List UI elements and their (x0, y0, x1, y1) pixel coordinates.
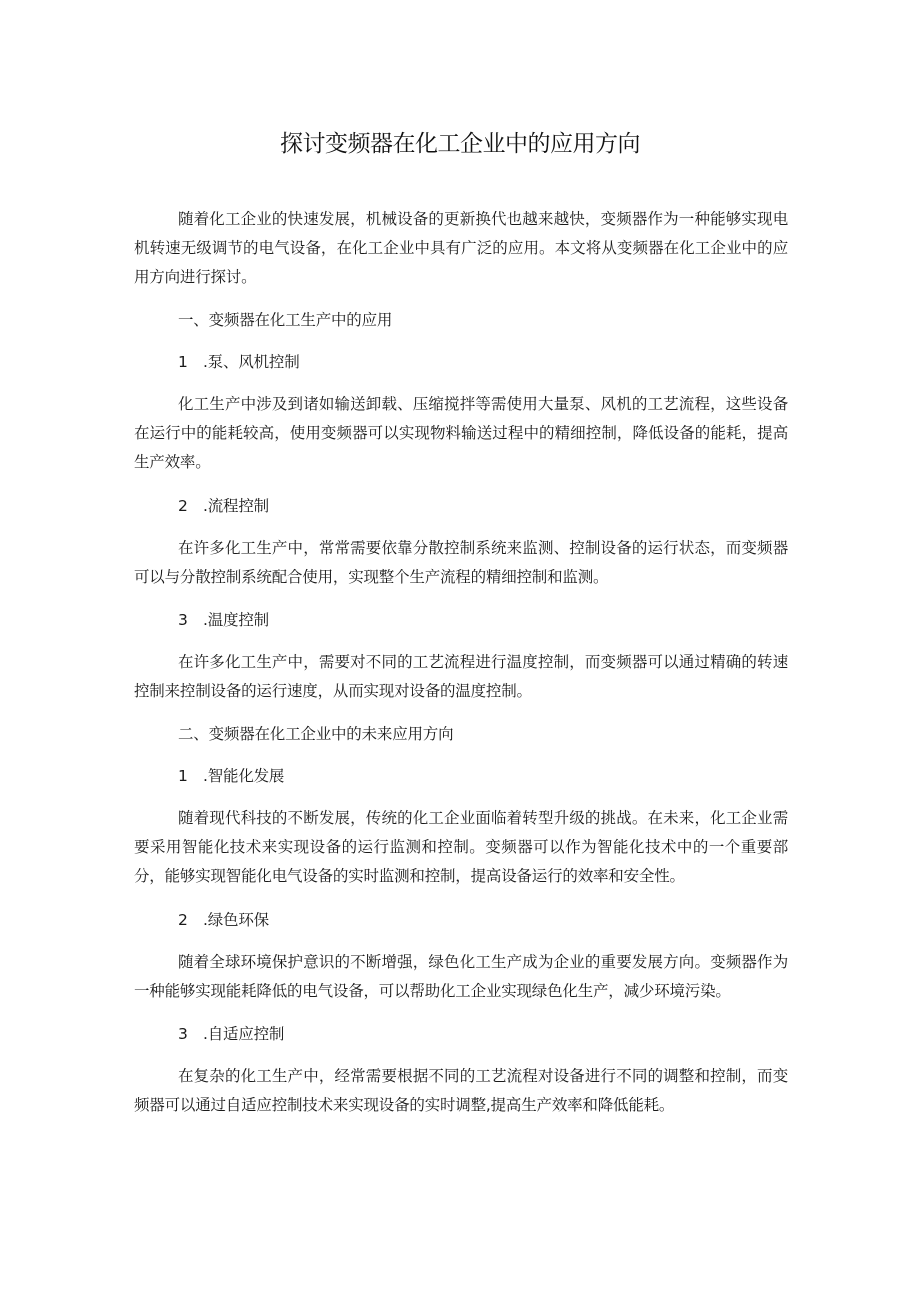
item-heading-text: .流程控制 (203, 497, 269, 515)
item-heading-text: .绿色环保 (203, 911, 269, 929)
section-2-item-1-heading (178, 762, 778, 791)
section-1-item-2-body: 在许多化工生产中，常常需要依靠分散控制系统来监测、控制设备的运行状态，而变频器可以与分散控制系统配合使用，实现整个生产流程的精细控制和监测。 (134, 539, 788, 586)
item-number: 3 (178, 611, 188, 629)
section-2-item-3-body: 在复杂的化工生产中，经常需要根据不同的工艺流程对设备进行不同的调整和控制，而变频器可以通过自适应控制技术来实现设备的实时调整,提高生产效率和降低能耗。 (134, 1067, 788, 1114)
item-heading-text: .自适应控制 (203, 1025, 285, 1043)
document-title: 探讨变频器在化工企业中的应用方向 (280, 131, 640, 157)
item-number: 1 (178, 353, 188, 371)
section-1-heading: 一、变频器在化工生产中的应用 (178, 311, 393, 329)
item-number: 1 (178, 767, 188, 785)
item-number: 2 (178, 911, 188, 929)
section-2-heading: 二、变频器在化工企业中的未来应用方向 (178, 725, 454, 743)
section-1-item-3-heading (178, 606, 778, 635)
item-heading-text: .泵、风机控制 (203, 353, 300, 371)
intro-paragraph: 随着化工企业的快速发展，机械设备的更新换代也越来越快，变频器作为一种能够实现电机转速无级调节的电气设备，在化工企业中具有广泛的应用。本文将从变频器在化工企业中的应用方向进行探讨。 (134, 210, 788, 286)
section-2-item-2-heading (178, 906, 778, 935)
section-2-item-1-body: 随着现代科技的不断发展，传统的化工企业面临着转型升级的挑战。在未来，化工企业需要采用智能化技术来实现设备的运行监测和控制。变频器可以作为智能化技术中的一个重要部分，能够实现智能化电气设备的实时监测和控制，提高设备运行的效率和安全性。 (134, 809, 788, 885)
section-1-item-3-body: 在许多化工生产中，需要对不同的工艺流程进行温度控制，而变频器可以通过精确的转速控制来控制设备的运行速度，从而实现对设备的温度控制。 (134, 653, 788, 700)
item-heading-text: .温度控制 (203, 611, 269, 629)
section-2-item-2-body: 随着全球环境保护意识的不断增强，绿色化工生产成为企业的重要发展方向。变频器作为一种能够实现能耗降低的电气设备，可以帮助化工企业实现绿色化生产，减少环境污染。 (134, 953, 788, 1000)
section-1-item-1-heading (178, 348, 778, 377)
item-heading-text: .智能化发展 (203, 767, 285, 785)
section-2-item-3-heading (178, 1020, 778, 1049)
item-number: 3 (178, 1025, 188, 1043)
section-1-item-2-heading (178, 492, 778, 521)
section-1-item-1-body: 化工生产中涉及到诸如输送卸载、压缩搅拌等需使用大量泵、风机的工艺流程，这些设备在运行中的能耗较高，使用变频器可以实现物料输送过程中的精细控制，降低设备的能耗，提高生产效率。 (134, 395, 788, 471)
item-number: 2 (178, 497, 188, 515)
